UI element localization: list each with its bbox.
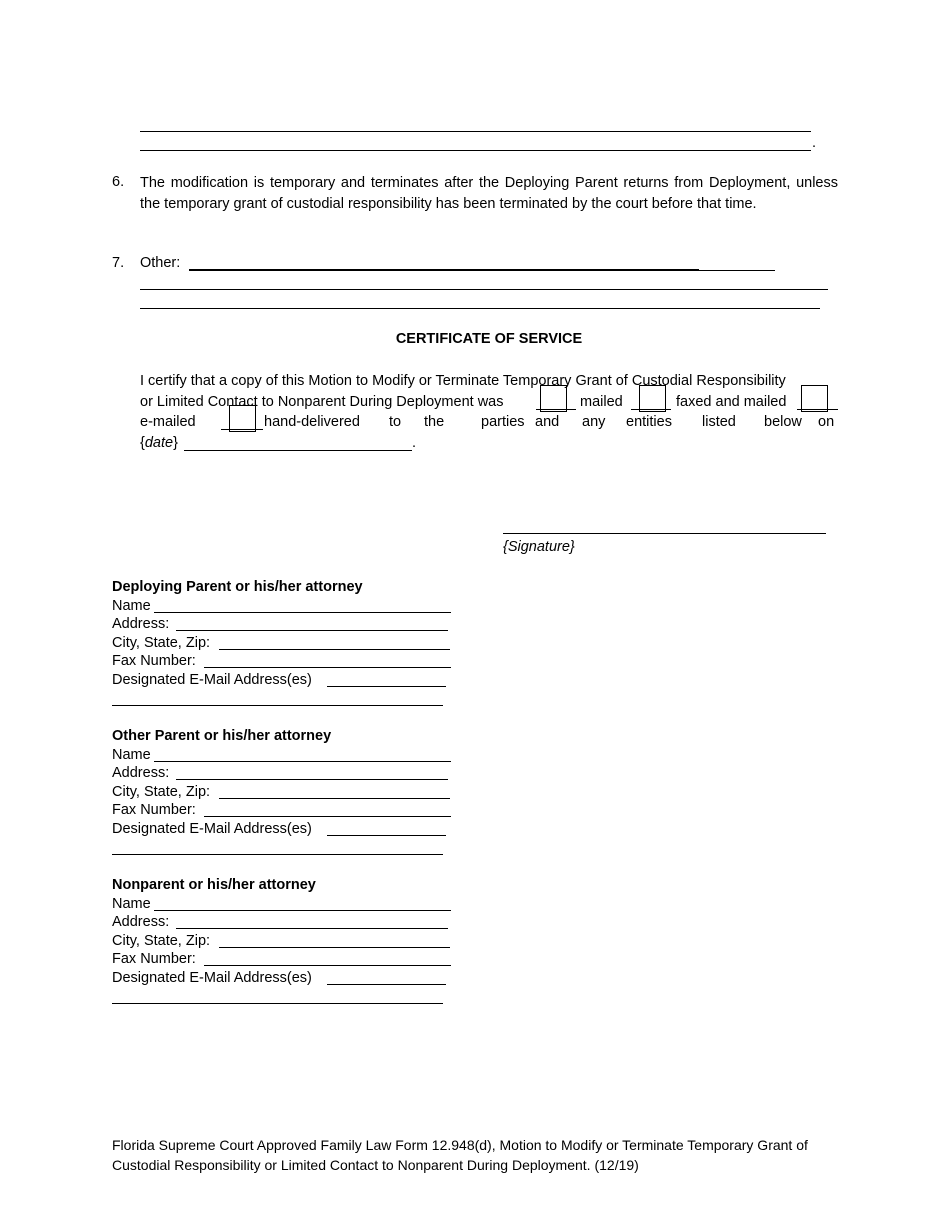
line3-word: the [424,414,445,430]
address-label: Address: [112,765,170,782]
line3-word: parties [481,414,525,430]
hand-delivered-checkbox[interactable] [229,405,256,432]
emailed-label: e-mailed [140,414,196,430]
party-address-row [112,913,472,932]
party-city-row [112,634,472,653]
certificate-line-1: I certify that a copy of this Motion to Modify or Terminate Temporary Grant of Custodial Responsibility [140,373,786,389]
party-email-row [112,820,472,839]
party-name-row [112,597,472,616]
name-field[interactable] [154,910,451,911]
fax-label: Fax Number: [112,653,196,670]
email-field[interactable] [327,984,446,985]
line3-word: and [535,414,560,430]
name-field[interactable] [154,612,451,613]
email-field[interactable] [327,686,446,687]
date-field-line[interactable] [184,450,412,451]
fax-field[interactable] [204,965,451,966]
email-field[interactable] [327,835,446,836]
line3-word: any [582,414,606,430]
mailed-checkbox[interactable] [540,385,567,412]
other-blank-line-3[interactable] [140,308,820,309]
party-heading: Other Parent or his/her attorney [112,728,332,744]
mailed-label: mailed [580,394,623,410]
item-6-number: 6. [112,174,125,190]
other-field-line[interactable] [189,269,699,271]
name-field[interactable] [154,761,451,762]
date-period: . [412,435,417,451]
party-email-row-2 [112,839,472,858]
faxed-mailed-label: faxed and mailed [676,394,787,410]
name-label: Name [112,746,151,763]
fax-field[interactable] [204,816,451,817]
email-field-2[interactable] [112,854,443,855]
email-field-2[interactable] [112,705,443,706]
fax-label: Fax Number: [112,951,196,968]
party-address-row [112,764,472,783]
party-email-row-2 [112,690,472,709]
address-field[interactable] [176,779,448,780]
certificate-heading: CERTIFICATE OF SERVICE [395,331,583,347]
item-7-label: Other: [140,255,181,271]
party-fax-row [112,652,472,671]
signature-label: {Signature} [503,539,575,555]
city-label: City, State, Zip: [112,783,211,800]
line3-word: to [389,414,402,430]
blank-line-top-2[interactable] [140,150,811,151]
line3-word: listed [702,414,736,430]
party-city-row [112,932,472,951]
email-field-2[interactable] [112,1003,443,1004]
party-heading: Deploying Parent or his/her attorney [112,579,363,595]
name-label: Name [112,597,151,614]
city-label: City, State, Zip: [112,932,211,949]
city-label: City, State, Zip: [112,634,211,651]
name-label: Name [112,895,151,912]
faxed-mailed-checkbox[interactable] [639,385,666,412]
city-field[interactable] [219,649,450,650]
email-label: Designated E-Mail Address(es) [112,671,312,688]
item-7-number: 7. [112,255,125,271]
fax-field[interactable] [204,667,451,668]
footer [112,1136,852,1175]
city-field[interactable] [219,947,450,948]
party-fax-row [112,801,472,820]
party-email-row-2 [112,988,472,1007]
hand-delivered-label: hand-delivered [264,414,360,430]
party-email-row [112,969,472,988]
party-fax-row [112,950,472,969]
party-nonparent [112,876,472,1006]
party-email-row [112,671,472,690]
email-label: Designated E-Mail Address(es) [112,820,312,837]
party-other-parent [112,727,472,857]
party-name-row [112,746,472,765]
party-address-row [112,615,472,634]
footer-line-1: Florida Supreme Court Approved Family Law Form 12.948(d), Motion to Modify or Terminate Temporary Grant of [112,1137,808,1153]
party-city-row [112,783,472,802]
date-label: {date} [140,435,178,451]
blank-line-top-1[interactable] [140,131,811,132]
party-name-row [112,895,472,914]
other-field-line-ext[interactable] [699,270,775,271]
signature-line[interactable] [503,533,826,534]
line3-word: entities [626,414,672,430]
fax-label: Fax Number: [112,802,196,819]
emailed-checkbox[interactable] [801,385,828,412]
footer-line-2: Custodial Responsibility or Limited Contact to Nonparent During Deployment. (12/19) [112,1156,639,1173]
line3-word: on [818,414,835,430]
address-field[interactable] [176,928,448,929]
address-label: Address: [112,914,170,931]
other-blank-line-2[interactable] [140,289,828,290]
trailing-period: . [812,135,817,151]
address-field[interactable] [176,630,448,631]
city-field[interactable] [219,798,450,799]
line3-word: below [764,414,802,430]
email-label: Designated E-Mail Address(es) [112,969,312,986]
certificate-line-2-start: or Limited Contact to Nonparent During Deployment was [140,394,504,410]
address-label: Address: [112,616,170,633]
party-heading: Nonparent or his/her attorney [112,877,316,893]
item-6-text: The modification is temporary and terminates after the Deploying Parent returns from Deployment, unless the temporary grant of custodial responsibility has been terminated by the court before that time. [140,175,838,212]
party-deploying-parent [112,578,472,708]
